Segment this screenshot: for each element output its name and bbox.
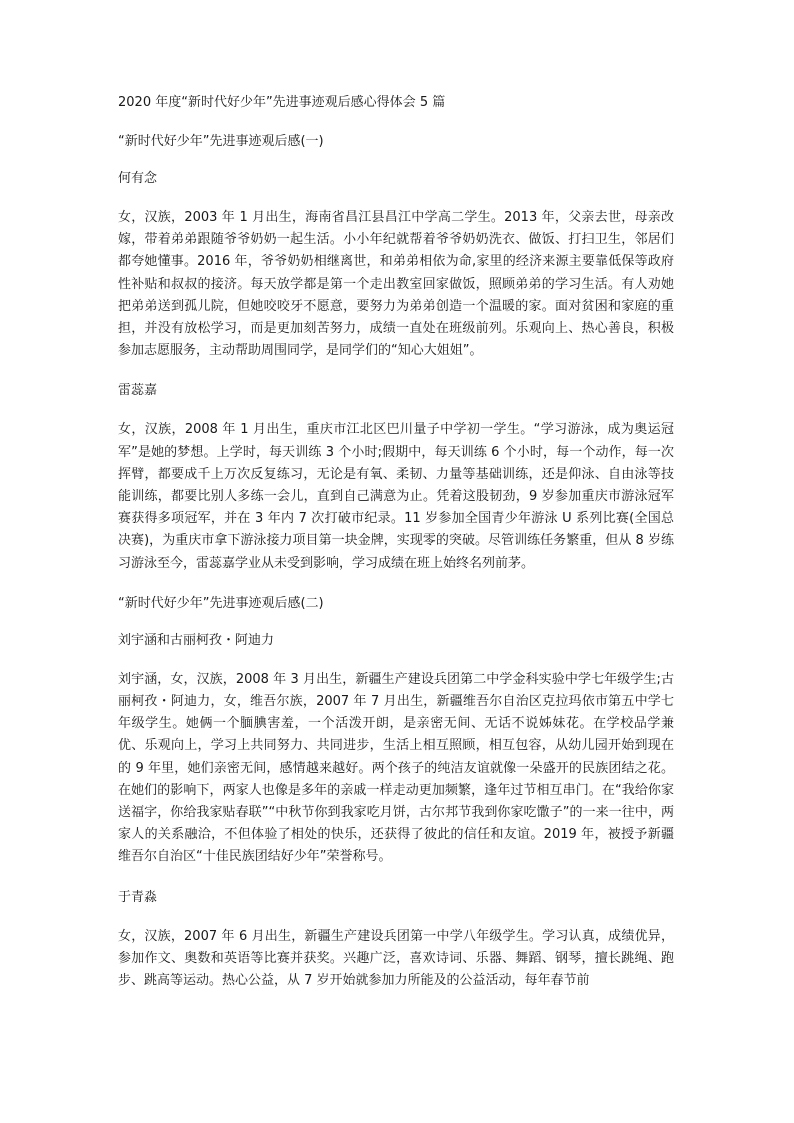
section-heading-2: “新时代好少年”先进事迹观后感(二)	[118, 595, 324, 611]
section-heading-1: “新时代好少年”先进事迹观后感(一)	[118, 134, 324, 149]
person-bio-liu-yuhan-and-gulikezi: 刘宇涵，女，汉族，2008 年 3 月出生，新疆生产建设兵团第二中学金科实验中学七年级学生;古丽柯孜・阿迪力，女，维吾尔族，2007 年 7 月出生，新疆维吾尔自治区克拉玛依市第五中学七年级学生。她俩一个腼腆害羞，一个活泼开朗，是亲密无间、无话不说姊妹花。在学校品学兼优、乐观向上，学习上共同努力、共同进步，生活上相互照顾，相互包容，从幼儿园开始到现在的 9 年里，她们亲密无间，感情越来越好。两个孩子的纯洁友谊就像一朵盛开的民族团结之花。在她们的影响下，两家人也像是多年的亲戚一样走动更加频繁，逢年过节相互串门。在“我给你家送福字，你给我家贴春联”“中秋节你到我家吃月饼，古尔邦节我到你家吃馓子”的一来一往中，两家人的关系融洽，不但体验了相处的快乐，还获得了彼此的信任和友谊。2019 年，被授予新疆维吾尔自治区“十佳民族团结好少年”荣誉称号。	[118, 671, 674, 865]
person-name-he-younian: 何有念	[118, 171, 158, 186]
document-page	[118, 92, 674, 992]
person-bio-yu-qingmiao: 女，汉族，2007 年 6 月出生，新疆生产建设兵团第一中学八年级学生。学习认真，成绩优异，参加作文、奥数和英语等比赛并获奖。兴趣广泛，喜欢诗词、乐器、舞蹈、钢琴，擅长跳绳、跑步、跳高等运动。热心公益，从 7 岁开始就参加力所能及的公益活动，每年春节前	[118, 928, 674, 989]
person-name-liu-yuhan-and-gulikezi: 刘宇涵和古丽柯孜・阿迪力	[118, 632, 275, 648]
person-name-lei-ruijia: 雷蕊嘉	[118, 383, 158, 399]
person-bio-lei-ruijia: 女，汉族，2008 年 1 月出生，重庆市江北区巴川量子中学初一学生。“学习游泳，成为奥运冠军”是她的梦想。上学时，每天训练 3 个小时;假期中，每天训练 6 个小时，每一个动作，每一次挥臂，都要成千上万次反复练习，无论是有氧、柔韧、力量等基础训练，还是仰泳、自由泳等技能训练，都要比别人多练一会儿，直到自己满意为止。凭着这股韧劲，9 岁参加重庆市游泳冠军赛获得多项冠军，并在 3 年内 7 次打破市纪录。11 岁参加全国青少年游泳 U 系列比赛(全国总决赛)，为重庆市拿下游泳接力项目第一块金牌，实现零的突破。尽管训练任务繁重，但从 8 岁练习游泳至今，雷蕊嘉学业从未受到影响，学习成绩在班上始终名列前茅。	[118, 422, 674, 571]
person-name-yu-qingmiao: 于青淼	[118, 889, 158, 905]
document-title: 2020 年度“新时代好少年”先进事迹观后感心得体会 5 篇	[118, 95, 446, 110]
person-bio-he-younian: 女，汉族，2003 年 1 月出生，海南省昌江县昌江中学高二学生。2013 年，父亲去世，母亲改嫁，带着弟弟跟随爷爷奶奶一起生活。小小年纪就帮着爷爷奶奶洗衣、做饭、打扫卫生，邻居们都夸她懂事。2016 年，爷爷奶奶相继离世，和弟弟相依为命,家里的经济来源主要靠低保等政府性补贴和叔叔的接济。每天放学都是第一个走出教室回家做饭，照顾弟弟的学习生活。有人劝她把弟弟送到孤儿院，但她咬咬牙不愿意，要努力为弟弟创造一个温暖的家。面对贫困和家庭的重担，并没有放松学习，而是更加刻苦努力，成绩一直处在班级前列。乐观向上、热心善良，积极参加志愿服务，主动帮助周围同学，是同学们的“知心大姐姐”。	[118, 210, 674, 359]
